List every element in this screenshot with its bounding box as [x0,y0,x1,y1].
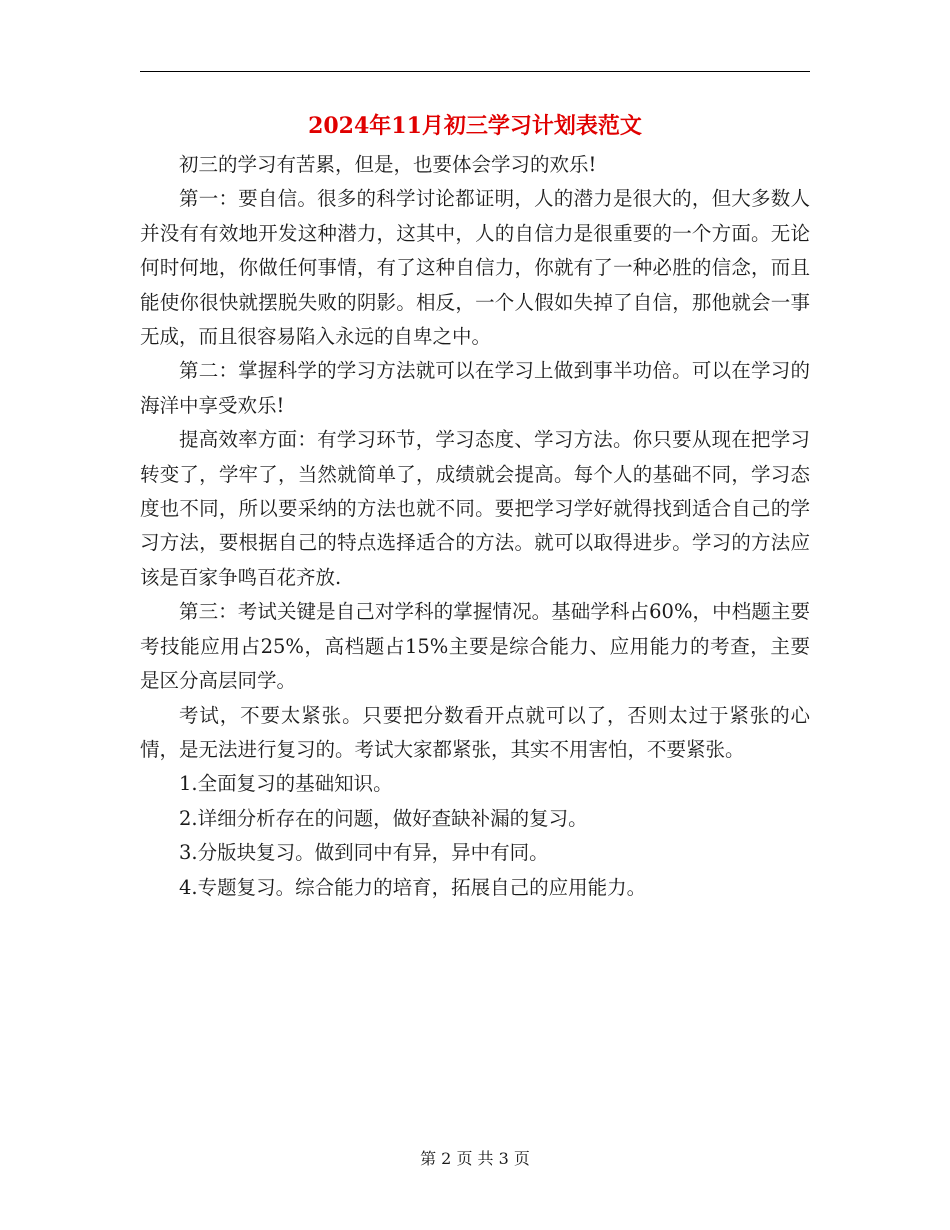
paragraph-exam-key: 第三：考试关键是自己对学科的掌握情况。基础学科占60%，中档题主要考技能应用占25%，高档题占15%主要是综合能力、应用能力的考查，主要是区分高层同学。 [140,600,810,693]
page-footer: 第 2 页 共 3 页 [420,1149,530,1168]
list-item-3: 3.分版块复习。做到同中有异，异中有同。 [179,841,549,865]
paragraph-method: 第二：掌握科学的学习方法就可以在学习上做到事半功倍。可以在学习的海洋中享受欢乐! [140,359,810,417]
document-title: 2024年11月初三学习计划表范文 [308,113,642,139]
list-item-2: 2.详细分析存在的问题，做好查缺补漏的复习。 [179,806,588,830]
paragraph-confidence: 第一：要自信。很多的科学讨论都证明，人的潜力是很大的，但大多数人并没有有效地开发这种潜力，这其中，人的自信力是很重要的一个方面。无论何时何地，你做任何事情，有了这种自信力，你就有了一种必胜的信念，而且能使你很快就摆脱失败的阴影。相反，一个人假如失掉了自信，那他就会一事无成，而且很容易陷入永远的自卑之中。 [140,187,810,349]
paragraph-intro: 初三的学习有苦累，但是，也要体会学习的欢乐! [179,153,597,176]
document-body [140,148,810,905]
paragraph-exam-calm: 考试，不要太紧张。只要把分数看开点就可以了，否则太过于紧张的心情，是无法进行复习的。考试大家都紧张，其实不用害怕，不要紧张。 [140,703,810,761]
list-item-1: 1.全面复习的基础知识。 [179,772,393,796]
paragraph-efficiency: 提高效率方面：有学习环节，学习态度、学习方法。你只要从现在把学习转变了，学牢了，当然就简单了，成绩就会提高。每个人的基础不同，学习态度也不同，所以要采纳的方法也就不同。要把学习学好就得找到适合自己的学习方法，要根据自己的特点选择适合的方法。就可以取得进步。学习的方法应该是百家争鸣百花齐放. [140,428,810,589]
header-rule [140,71,810,72]
list-item-4: 4.专题复习。综合能力的培育，拓展自己的应用能力。 [179,875,647,899]
